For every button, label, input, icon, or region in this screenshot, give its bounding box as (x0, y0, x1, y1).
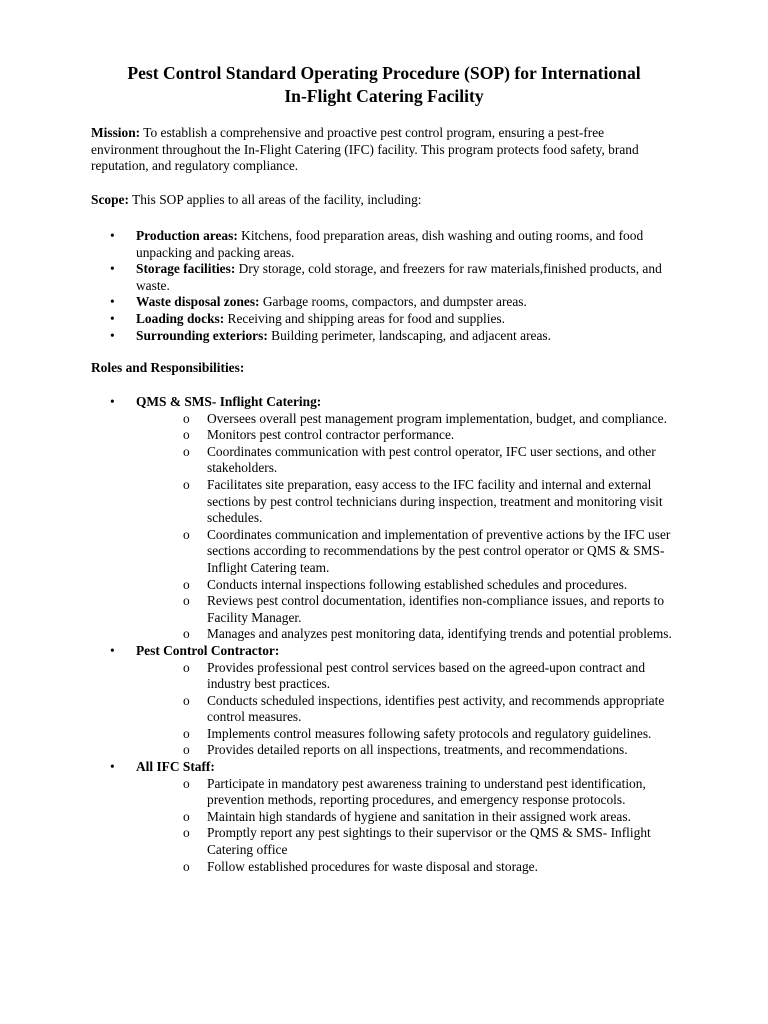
scope-item-text: Dry storage, cold storage, and freezers for raw materials,finished products, and waste. (136, 261, 662, 293)
bullet-icon: • (110, 642, 115, 658)
circle-bullet-icon: o (183, 410, 190, 426)
scope-item-text: Receiving and shipping areas for food and supplies. (224, 310, 505, 326)
circle-bullet-icon: o (183, 742, 190, 758)
bullet-icon: • (110, 394, 115, 409)
role-group-label: All IFC Staff: (136, 759, 215, 775)
sub-item: o Coordinates communication and implementation of preventive actions by the IFC user sections according to recommendations by the pest control operator or QMS & SMS- Inflight Catering team. (183, 526, 671, 575)
role-group-label: QMS & SMS- Inflight Catering: (136, 394, 322, 409)
scope-item-text: Kitchens, food preparation areas, dish washing and outing rooms, and food unpacking and packing areas. (136, 228, 644, 260)
scope-item (110, 294, 675, 311)
sub-item: o Monitors pest control contractor performance. (183, 427, 455, 443)
sub-item: o Promptly report any pest sightings to their supervisor or the QMS & SMS- Inflight Catering office (183, 825, 651, 858)
circle-bullet-icon: o (183, 576, 190, 592)
document-title (60, 62, 708, 108)
circle-bullet-icon: o (183, 443, 190, 459)
sub-item: o Provides professional pest control services based on the agreed-upon contract and industry best practices. (183, 659, 646, 692)
scope-item (110, 228, 675, 261)
roles-list (110, 394, 675, 875)
circle-bullet-icon: o (183, 659, 190, 675)
sub-item: o Conducts scheduled inspections, identifies pest activity, and recommends appropriate control measures. (183, 692, 665, 725)
sub-item: o Facilitates site preparation, easy access to the IFC facility and internal and external sections by pest control technicians during inspection, treatment and monitoring visit schedules. (183, 476, 663, 526)
circle-bullet-icon: o (183, 808, 190, 824)
bullet-icon: • (110, 294, 115, 310)
sub-item: o Participate in mandatory pest awareness training to understand pest identification, prevention methods, reporting procedures, and emergency response protocols. (183, 775, 646, 808)
role-group-contractor (110, 643, 675, 759)
title-line-2: In-Flight Catering Facility (284, 86, 484, 106)
scope-item-label: Storage facilities: (136, 261, 236, 277)
role-sublist (136, 660, 675, 760)
scope-item (110, 261, 675, 294)
bullet-icon: • (110, 327, 115, 343)
circle-bullet-icon: o (183, 825, 190, 841)
circle-bullet-icon: o (183, 725, 190, 741)
scope-item-label: Surrounding exteriors: (136, 327, 268, 343)
sub-item: o Follow established procedures for waste disposal and storage. (183, 858, 538, 874)
mission-label: Mission: (91, 125, 141, 140)
scope-list (110, 228, 675, 344)
scope-paragraph (91, 192, 671, 209)
sub-item: o Manages and analyzes pest monitoring data, identifying trends and potential problems. (183, 626, 672, 642)
bullet-icon: • (110, 261, 115, 277)
scope-item-label: Production areas: (136, 228, 238, 243)
scope-item-text: Garbage rooms, compactors, and dumpster areas. (259, 294, 527, 310)
role-group-staff (110, 759, 675, 875)
mission-text: To establish a comprehensive and proactive pest control program, ensuring a pest-free environment throughout the In-Flight Catering (IFC) facility. This program protects food safety, brand reputation, and regulatory compliance. (91, 125, 639, 174)
role-sublist (136, 411, 675, 643)
sub-item: o Implements control measures following safety protocols and regulatory guidelines. (183, 725, 652, 741)
roles-heading-text: Roles and Responsibilities: (91, 360, 245, 375)
sub-item: o Oversees overall pest management program implementation, budget, and compliance. (183, 410, 667, 426)
role-group-qms (110, 394, 675, 643)
bullet-icon: • (110, 228, 115, 243)
circle-bullet-icon: o (183, 427, 190, 443)
title-line-1: Pest Control Standard Operating Procedure (SOP) for International (127, 63, 641, 83)
scope-item (110, 328, 675, 345)
circle-bullet-icon: o (183, 526, 190, 542)
role-sublist (136, 776, 675, 876)
sub-item: o Coordinates communication with pest control operator, IFC user sections, and other stakeholders. (183, 443, 656, 476)
mission-paragraph (91, 125, 671, 175)
scope-text: This SOP applies to all areas of the facility, including: (128, 192, 422, 207)
circle-bullet-icon: o (183, 858, 190, 874)
role-group-label: Pest Control Contractor: (136, 642, 280, 658)
bullet-icon: • (110, 310, 115, 326)
circle-bullet-icon: o (183, 626, 190, 642)
circle-bullet-icon: o (183, 593, 190, 609)
circle-bullet-icon: o (183, 476, 190, 492)
sub-item: o Conducts internal inspections following established schedules and procedures. (183, 576, 628, 592)
scope-item-label: Loading docks: (136, 310, 225, 326)
bullet-icon: • (110, 759, 115, 775)
scope-item-label: Waste disposal zones: (136, 294, 260, 310)
circle-bullet-icon: o (183, 775, 190, 791)
sub-item: o Maintain high standards of hygiene and sanitation in their assigned work areas. (183, 808, 631, 824)
scope-item-text: Building perimeter, landscaping, and adjacent areas. (267, 327, 551, 343)
sub-item: o Reviews pest control documentation, identifies non-compliance issues, and reports to Facility Manager. (183, 593, 665, 625)
scope-item (110, 311, 675, 328)
sub-item: o Provides detailed reports on all inspections, treatments, and recommendations. (183, 742, 628, 758)
circle-bullet-icon: o (183, 692, 190, 708)
scope-label: Scope: (91, 192, 129, 207)
roles-heading (91, 360, 671, 377)
